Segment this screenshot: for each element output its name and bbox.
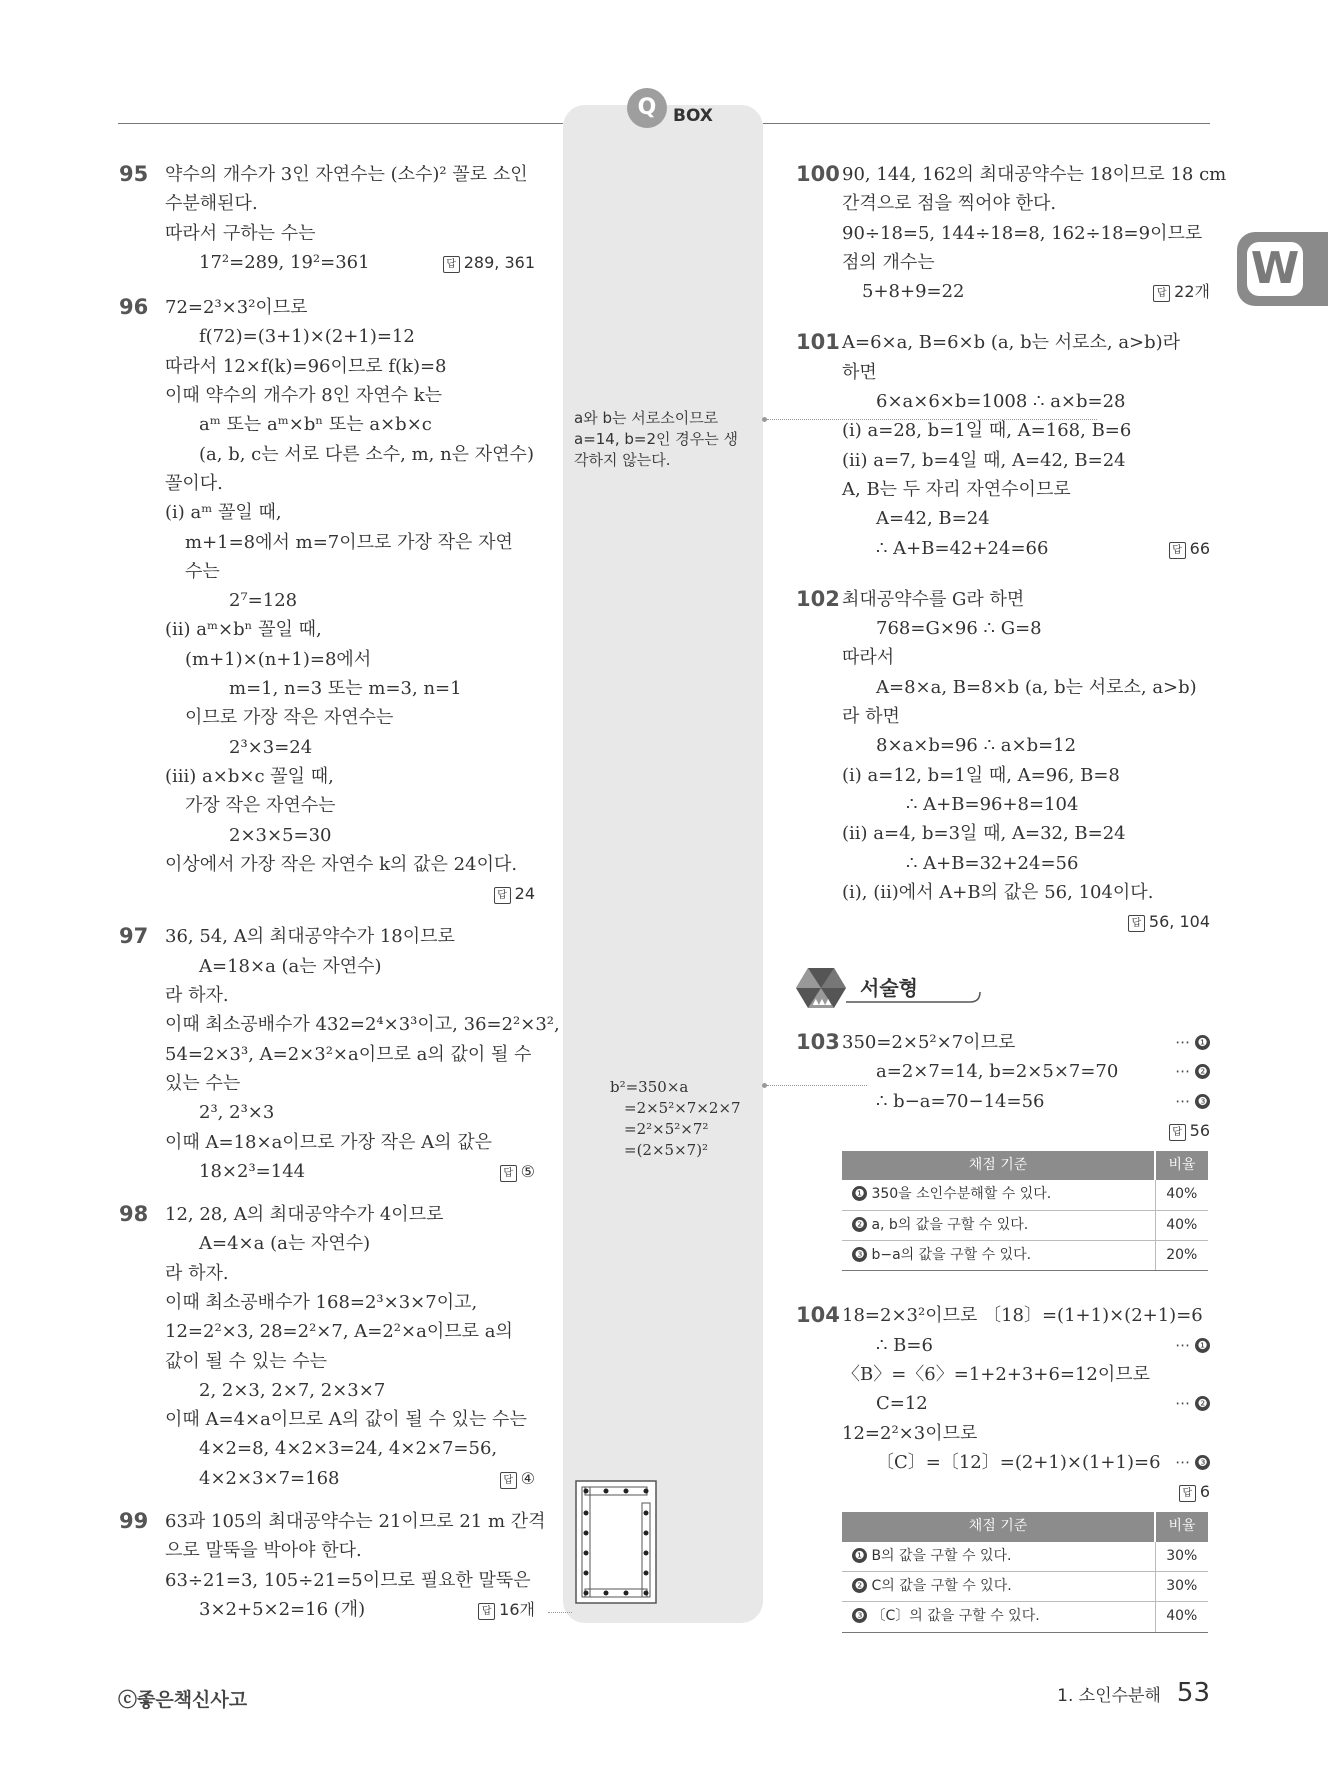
fence-posts-diagram xyxy=(572,1477,660,1607)
line: 라 하면 xyxy=(842,706,900,728)
line: 18×2³=144 답 ⑤ xyxy=(165,1157,535,1186)
table-cell: ❸ b−a의 값을 구할 수 있다. xyxy=(842,1241,1155,1271)
line: A=6×a, B=6×b (a, b는 서로소, a>b)라 xyxy=(842,332,1181,354)
table-row xyxy=(842,1241,1208,1271)
line: 2³×3=24 xyxy=(229,736,313,758)
step-marker: ⋯ ❶ xyxy=(1175,1028,1210,1057)
problem-102 xyxy=(796,585,1210,937)
answer-icon: 답 xyxy=(1169,1124,1186,1141)
line: (ⅰ) aᵐ 꼴일 때, xyxy=(165,502,282,524)
right-column xyxy=(796,160,1227,936)
table-cell: ❷ a, b의 값을 구할 수 있다. xyxy=(842,1210,1155,1240)
section-underline xyxy=(846,988,986,1008)
line: 따라서 12×f(k)=96이므로 f(k)=8 xyxy=(165,355,447,377)
line: 54=2×3³, A=2×3²×a이므로 a의 값이 될 수 xyxy=(165,1043,532,1065)
line: 12=2²×3이므로 xyxy=(842,1422,978,1444)
line: 이므로 가장 작은 자연수는 xyxy=(185,707,394,729)
line: 17²=289, 19²=361 답 289, 361 xyxy=(165,248,535,277)
answer: 답 ④ xyxy=(500,1464,535,1493)
line: A=18×a (a는 자연수) xyxy=(199,955,382,977)
line: 〈B〉=〈6〉=1+2+3+6=12이므로 xyxy=(842,1363,1151,1385)
line: 꼴이다. xyxy=(165,472,223,494)
line: 이때 최소공배수가 432=2⁴×3³이고, 36=2²×3², xyxy=(165,1014,560,1036)
line: m+1=8에서 m=7이므로 가장 작은 자연 xyxy=(185,531,513,553)
line: 점의 개수는 xyxy=(842,251,935,273)
line: 라 하자. xyxy=(165,1262,229,1284)
answer: 답 ⑤ xyxy=(500,1157,535,1186)
answer-icon: 답 xyxy=(1128,915,1145,932)
line: a=2×7=14, b=2×5×7=70 ⋯ ❷ xyxy=(842,1057,1210,1086)
line: (ⅲ) a×b×c 꼴일 때, xyxy=(165,765,334,787)
line: ∴ A+B=42+24=66 답 66 xyxy=(842,534,1210,563)
line: 72=2³×3²이므로 xyxy=(165,297,308,319)
line: 2³, 2³×3 xyxy=(199,1102,275,1124)
line: 하면 xyxy=(842,361,877,383)
problem-103 xyxy=(796,1028,1210,1271)
table-header-row xyxy=(842,1151,1208,1180)
line: 〔C〕=〔12〕=(2+1)×(1+1)=6 ⋯ ❸ xyxy=(842,1448,1210,1477)
answer: 답 56, 104 xyxy=(842,907,1210,936)
answer: 답 16개 xyxy=(478,1595,535,1624)
line: (a, b, c는 서로 다른 소수, m, n은 자연수) xyxy=(199,443,534,465)
table-row xyxy=(842,1542,1208,1572)
problem-number: 97 xyxy=(119,924,149,949)
table-row xyxy=(842,1210,1208,1240)
line: 90÷18=5, 144÷18=8, 162÷18=9이므로 xyxy=(842,222,1203,244)
table-cell: 30% xyxy=(1155,1572,1208,1602)
line: 2, 2×3, 2×7, 2×3×7 xyxy=(199,1379,386,1401)
line: 따라서 xyxy=(842,647,895,669)
problem-number: 95 xyxy=(119,162,149,186)
line: (ⅱ) aᵐ×bⁿ 꼴일 때, xyxy=(165,619,322,641)
problem-number: 104 xyxy=(796,1303,840,1328)
problem-100 xyxy=(796,160,1227,306)
note-line: =(2×5×7)² xyxy=(624,1141,709,1159)
line: 36, 54, A의 최대공약수가 18이므로 xyxy=(165,926,455,948)
note-line: a와 b는 서로소이므로 xyxy=(574,409,719,427)
answer-icon: 답 xyxy=(500,1472,517,1489)
q-badge: Q xyxy=(627,88,667,128)
section-title: 서술형 xyxy=(860,976,918,1000)
answer-icon: 답 xyxy=(1153,285,1170,302)
line: 63÷21=3, 105÷21=5이므로 필요한 말뚝은 xyxy=(165,1569,531,1591)
line: 2⁷=128 xyxy=(229,590,298,612)
step-marker: ⋯ ❸ xyxy=(1175,1448,1210,1477)
table-cell: ❶ 350을 소인수분해할 수 있다. xyxy=(842,1180,1155,1210)
answer: 답 24 xyxy=(165,879,535,908)
svg-text:▲▲▲: ▲▲▲ xyxy=(812,997,832,1006)
answer: 답 22개 xyxy=(1153,277,1210,306)
problem-99 xyxy=(119,1507,546,1624)
line: 이때 최소공배수가 168=2³×3×7이고, xyxy=(165,1291,478,1313)
line: 이때 A=4×a이므로 A의 값이 될 수 있는 수는 xyxy=(165,1409,527,1431)
section-hexagon-icon xyxy=(796,966,846,1010)
problem-number: 99 xyxy=(119,1509,149,1534)
line: 수는 xyxy=(185,560,220,582)
note-line: =2²×5²×7² xyxy=(624,1120,709,1138)
problem-number: 96 xyxy=(119,295,149,320)
problem-103-wrap xyxy=(796,1028,1210,1633)
table-header: 채점 기준 xyxy=(842,1512,1155,1541)
leader-line xyxy=(548,1612,572,1613)
line: (ⅰ), (ⅱ)에서 A+B의 값은 56, 104이다. xyxy=(842,881,1154,903)
step-marker: ⋯ ❷ xyxy=(1175,1057,1210,1086)
line: 라 하자. xyxy=(165,985,229,1007)
line: 이상에서 가장 작은 자연수 k의 값은 24이다. xyxy=(165,853,518,875)
answer-icon: 답 xyxy=(1179,1485,1196,1502)
line: (ⅰ) a=28, b=1일 때, A=168, B=6 xyxy=(842,420,1132,442)
line: 12=2²×3, 28=2²×7, A=2²×a이므로 a의 xyxy=(165,1321,513,1343)
line: A=8×a, B=8×b (a, b는 서로소, a>b) xyxy=(876,676,1197,698)
note-line: 각하지 않는다. xyxy=(574,451,671,469)
line: m=1, n=3 또는 m=3, n=1 xyxy=(229,678,462,700)
table-cell: ❸ 〔C〕의 값을 구할 수 있다. xyxy=(842,1602,1155,1632)
line: 있는 수는 xyxy=(165,1072,241,1094)
line: 5+8+9=22 답 22개 xyxy=(842,277,1210,306)
problem-101 xyxy=(796,328,1210,562)
line: (ⅰ) a=12, b=1일 때, A=96, B=8 xyxy=(842,764,1120,786)
table-header: 비율 xyxy=(1155,1512,1208,1541)
line: 가장 작은 자연수는 xyxy=(185,795,336,817)
problem-96 xyxy=(119,293,535,908)
line: aᵐ 또는 aᵐ×bⁿ 또는 a×b×c xyxy=(199,414,432,436)
table-cell: 40% xyxy=(1155,1602,1208,1632)
problem-97 xyxy=(119,922,560,1186)
line: (ⅱ) a=7, b=4일 때, A=42, B=24 xyxy=(842,449,1126,471)
line: ∴ A+B=32+24=56 xyxy=(906,852,1079,874)
line: 값이 될 수 있는 수는 xyxy=(165,1350,327,1372)
answer: 답 66 xyxy=(1169,534,1210,563)
answer: 답 56 xyxy=(842,1116,1210,1145)
line: 8×a×b=96 ∴ a×b=12 xyxy=(876,735,1077,757)
line: A=42, B=24 xyxy=(876,508,990,530)
problem-number: 101 xyxy=(796,330,840,355)
line: 2×3×5=30 xyxy=(229,824,332,846)
step-marker: ⋯ ❸ xyxy=(1175,1087,1210,1116)
line: 350=2×5²×7이므로 ⋯ ❶ xyxy=(842,1028,1210,1057)
line: 따라서 구하는 수는 xyxy=(165,222,316,244)
line: 4×2=8, 4×2×3=24, 4×2×7=56, xyxy=(199,1438,498,1460)
publisher-logo: ⓒ좋은책신사고 xyxy=(118,1689,248,1711)
problem-number: 103 xyxy=(796,1030,840,1054)
left-column xyxy=(119,160,560,1624)
table-cell: ❷ C의 값을 구할 수 있다. xyxy=(842,1572,1155,1602)
line: 간격으로 점을 찍어야 한다. xyxy=(842,193,1057,215)
table-row xyxy=(842,1572,1208,1602)
problem-number: 98 xyxy=(119,1202,149,1227)
answer-icon: 답 xyxy=(500,1165,517,1182)
table-cell: ❶ B의 값을 구할 수 있다. xyxy=(842,1542,1155,1572)
box-label: BOX xyxy=(673,106,713,126)
line: ∴ b−a=70−14=56 ⋯ ❸ xyxy=(842,1087,1210,1116)
line: 768=G×96 ∴ G=8 xyxy=(876,618,1042,640)
table-header: 채점 기준 xyxy=(842,1151,1155,1180)
line: ∴ A+B=96+8=104 xyxy=(906,793,1079,815)
line: 4×2×3×7=168 답 ④ xyxy=(165,1464,535,1493)
problem-number: 100 xyxy=(796,162,840,186)
line: 약수의 개수가 3인 자연수는 (소수)² 꼴로 소인 xyxy=(165,164,528,185)
problem-104 xyxy=(796,1301,1210,1632)
problem-95 xyxy=(119,160,535,277)
line: ∴ B=6 ⋯ ❶ xyxy=(842,1331,1210,1360)
w-logo-icon: W xyxy=(1247,242,1303,296)
answer-icon: 답 xyxy=(478,1603,495,1620)
table-cell: 20% xyxy=(1155,1241,1208,1271)
answer: 답 289, 361 xyxy=(443,248,535,277)
note-line: b²=350×a xyxy=(610,1078,689,1096)
table-cell: 30% xyxy=(1155,1542,1208,1572)
box-note-2 xyxy=(610,1077,741,1161)
line: 이때 A=18×a이므로 가장 작은 A의 값은 xyxy=(165,1131,493,1153)
line: 63과 105의 최대공약수는 21이므로 21 m 간격 xyxy=(165,1511,546,1533)
problem-number: 102 xyxy=(796,586,840,611)
header-rule-left xyxy=(118,123,563,124)
page-number: 53 xyxy=(1176,1678,1210,1708)
table-cell: 40% xyxy=(1155,1180,1208,1210)
step-marker: ⋯ ❷ xyxy=(1175,1389,1210,1418)
note-line: a=14, b=2인 경우는 생 xyxy=(574,430,739,448)
answer: 답 6 xyxy=(842,1477,1210,1506)
line: A=4×a (a는 자연수) xyxy=(199,1233,371,1255)
box-note-1 xyxy=(574,408,738,471)
table-row xyxy=(842,1180,1208,1210)
table-cell: 40% xyxy=(1155,1210,1208,1240)
line: 수분해된다. xyxy=(165,193,258,215)
line: 90, 144, 162의 최대공약수는 18이므로 18 cm xyxy=(842,164,1227,185)
grading-table xyxy=(842,1512,1208,1632)
line: A, B는 두 자리 자연수이므로 xyxy=(842,478,1071,500)
table-header-row xyxy=(842,1512,1208,1541)
table-row xyxy=(842,1602,1208,1632)
line: 18=2×3²이므로 〔18〕=(1+1)×(2+1)=6 xyxy=(842,1305,1203,1327)
answer-icon: 답 xyxy=(1169,542,1186,559)
line: 12, 28, A의 최대공약수가 4이므로 xyxy=(165,1204,444,1226)
problem-98 xyxy=(119,1200,535,1493)
answer-icon: 답 xyxy=(494,887,511,904)
chapter-title: 1. 소인수분해 xyxy=(1057,1686,1161,1706)
step-marker: ⋯ ❶ xyxy=(1175,1331,1210,1360)
line: f(72)=(3+1)×(2+1)=12 xyxy=(199,326,415,348)
page-footer xyxy=(1057,1678,1210,1708)
table-header: 비율 xyxy=(1155,1151,1208,1180)
grading-table xyxy=(842,1151,1208,1271)
line: 이때 약수의 개수가 8인 자연수 k는 xyxy=(165,385,443,407)
line: 3×2+5×2=16 (개) 답 16개 xyxy=(165,1595,535,1624)
header-rule-right xyxy=(763,123,1210,124)
line: (ⅱ) a=4, b=3일 때, A=32, B=24 xyxy=(842,823,1126,845)
answer-icon: 답 xyxy=(443,256,460,273)
note-line: =2×5²×7×2×7 xyxy=(624,1099,741,1117)
qbox-column xyxy=(563,105,763,1623)
line: 6×a×6×b=1008 ∴ a×b=28 xyxy=(876,391,1126,413)
line: (m+1)×(n+1)=8에서 xyxy=(185,648,372,670)
line: 으로 말뚝을 박아야 한다. xyxy=(165,1540,362,1562)
line: C=12 ⋯ ❷ xyxy=(842,1389,1210,1418)
line: 최대공약수를 G라 하면 xyxy=(842,588,1025,610)
